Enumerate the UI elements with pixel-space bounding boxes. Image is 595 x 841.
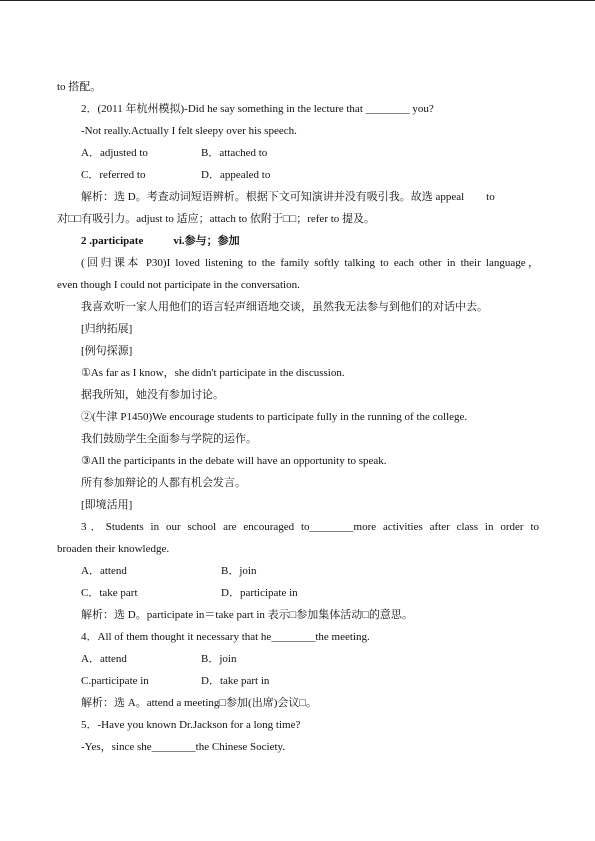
option-a: A．attend [81,565,127,577]
example-sentence: ①As far as I know，she didn't participate in the discussion. [81,367,345,379]
translation: 我们鼓励学生全面参与学院的运作。 [81,433,257,445]
explanation: 解析：选 A。attend a meeting□参加(出席)会议□。 [81,697,317,709]
options-row [57,560,539,582]
example-sentence: ②(牛津 P1450)We encourage students to participate fully in the running of the college. [81,411,468,423]
options-row [57,142,539,164]
option-a: A．attend [81,653,127,665]
options-row [57,582,539,604]
option-d: D．appealed to [201,169,271,181]
document-page [57,76,539,758]
option-c: C．take part [81,587,138,599]
example-sentence: ③All the participants in the debate will have an opportunity to speak. [81,455,387,467]
vocab-heading [57,230,539,252]
section-label: [归纳拓展] [81,323,133,335]
option-a: A．adjusted to [81,147,148,159]
dialogue-line: -Yes，since she________the Chinese Society. [81,741,286,753]
top-rule [0,0,595,1]
options-row [57,648,539,670]
translation: 我喜欢听一家人用他们的语言轻声细语地交谈，虽然我无法参与到他们的对话中去。 [81,301,488,313]
section-label: [即境活用] [81,499,133,511]
option-b: B．attached to [201,147,268,159]
vocab-word: 2 .participate [81,235,144,247]
textbook-sentence: (回归课本 P30)I loved listening to the family softly talking to each other in their language， [81,257,539,269]
explanation-cont: 对□□有吸引力。adjust to 适应；attach to 依附于□□；refer to 提及。 [57,213,376,225]
options-row [57,670,539,692]
question-2: 2．(2011 年杭州模拟)-Did he say something in the lecture that ________ you? [81,103,434,115]
option-b: B．join [221,565,257,577]
text-line: to 搭配。 [57,81,102,93]
question-4: 4．All of them thought it necessary that he________the meeting. [81,631,370,643]
section-label: [例句探源] [81,345,133,357]
question-5: 5．-Have you known Dr.Jackson for a long time? [81,719,301,731]
option-c: C.participate in [81,675,149,687]
vocab-meaning: vi.参与；参加 [173,235,240,247]
option-c: C．referred to [81,169,146,181]
question-3-cont: broaden their knowledge. [57,543,170,555]
options-row [57,164,539,186]
explanation: 解析：选 D。考查动词短语辨析。根据下文可知演讲并没有吸引我。故选 appeal to [81,191,495,203]
dialogue-line: -Not really.Actually I felt sleepy over his speech. [81,125,297,137]
translation: 所有参加辩论的人都有机会发言。 [81,477,246,489]
textbook-sentence-cont: even though I could not participate in the conversation. [57,279,300,291]
option-d: D．take part in [201,675,270,687]
question-3: 3．Students in our school are encouraged to________more activities after class in order to [81,521,539,533]
option-d: D．participate in [221,587,298,599]
option-b: B．join [201,653,237,665]
explanation: 解析：选 D。participate in＝take part in 表示□参加集体活动□的意思。 [81,609,413,621]
translation: 据我所知，她没有参加讨论。 [81,389,224,401]
